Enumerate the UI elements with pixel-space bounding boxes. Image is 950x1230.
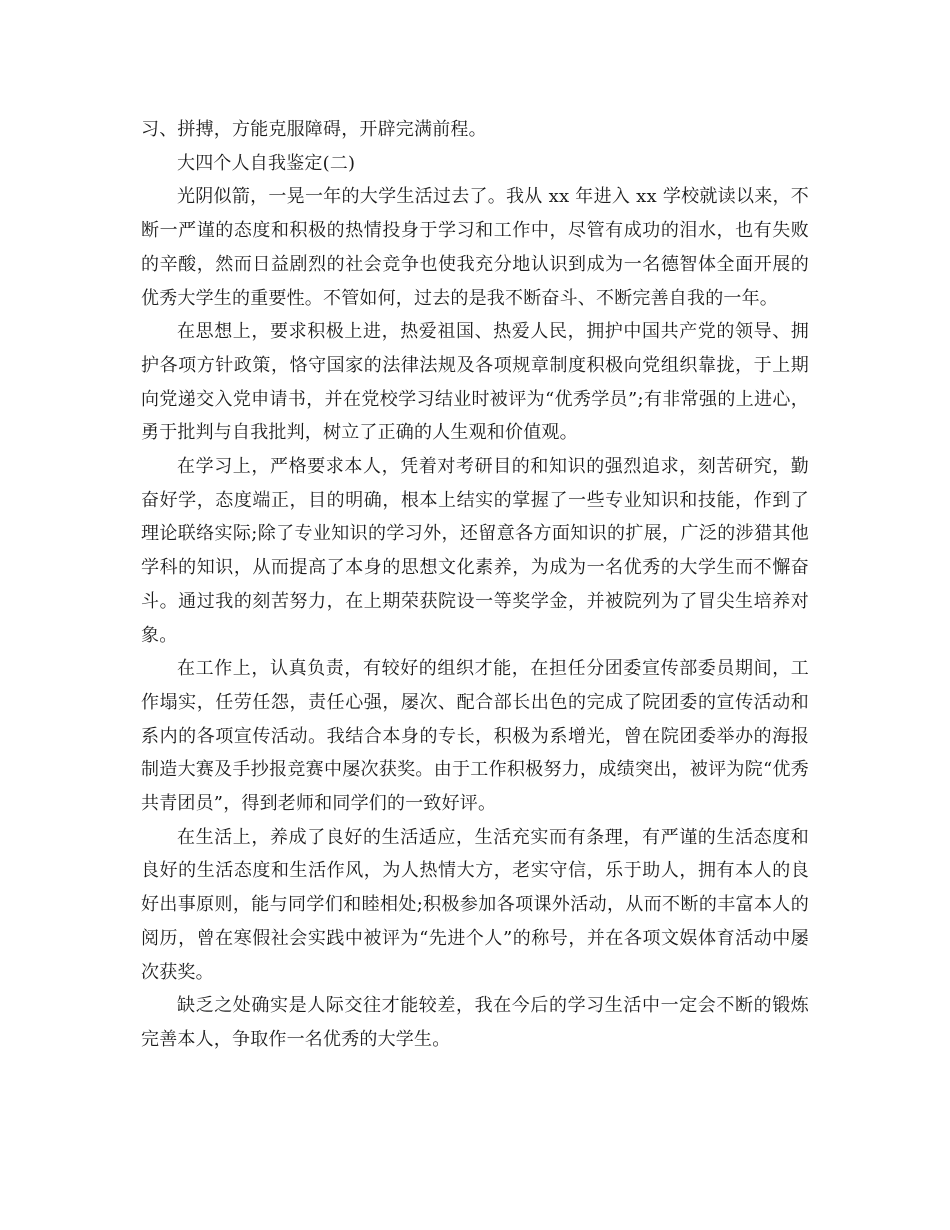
paragraph-ideology: 在思想上，要求积极上进，热爱祖国、热爱人民，拥护中国共产党的领导、拥护各项方针政策，恪守国家的法律法规及各项规章制度积极向党组织靠拢，于上期向党递交入党申请书，并在党校学习结业时被评为“优秀学员”;有非常强的上进心，勇于批判与自我批判，树立了正确的人生观和价值观。: [141, 321, 809, 444]
paragraph-intro: 光阴似箭，一晃一年的大学生活过去了。我从 xx 年进入 xx 学校就读以来，不断一严谨的态度和积极的热情投身于学习和工作中，尽管有成功的泪水，也有失败的辛酸，然而日益剧烈的社会竞争也使我充分地认识到成为一名德智体全面开展的优秀大学生的重要性。不管如何，过去的是我不断奋斗、不断完善自我的一年。: [141, 186, 809, 309]
paragraph-life: 在生活上，养成了良好的生活适应，生活充实而有条理，有严谨的生活态度和良好的生活态度和生活作风，为人热情大方，老实守信，乐于助人，拥有本人的良好出事原则，能与同学们和睦相处;积极参加各项课外活动，从而不断的丰富本人的阅历，曾在寒假社会实践中被评为“先进个人”的称号，并在各项文娱体育活动中屡次获奖。: [141, 826, 809, 983]
paragraph-shortcomings: 缺乏之处确实是人际交往才能较差，我在今后的学习生活中一定会不断的锻炼完善本人，争取作一名优秀的大学生。: [141, 995, 809, 1050]
paragraph-study: 在学习上，严格要求本人，凭着对考研目的和知识的强烈追求，刻苦研究，勤奋好学，态度端正，目的明确，根本上结实的掌握了一些专业知识和技能，作到了理论联络实际;除了专业知识的学习外，还留意各方面知识的扩展，广泛的涉猎其他学科的知识，从而提高了本身的思想文化素养，为成为一名优秀的大学生而不懈奋斗。通过我的刻苦努力，在上期荣获院设一等奖学金，并被院列为了冒尖生培养对象。: [141, 456, 809, 646]
document-body: [141, 113, 809, 1057]
paragraph-work: 在工作上，认真负责，有较好的组织才能，在担任分团委宣传部委员期间，工作塌实，任劳任怨，责任心强，屡次、配合部长出色的完成了院团委的宣传活动和系内的各项宣传活动。我结合本身的专长，积极为系增光，曾在院团委举办的海报制造大赛及手抄报竞赛中屡次获奖。由于工作积极努力，成绩突出，被评为院“优秀共青团员”，得到老师和同学们的一致好评。: [141, 658, 809, 815]
section-heading: 大四个人自我鉴定(二): [177, 152, 356, 174]
paragraph-continuation: 习、拼搏，方能克服障碍，开辟完满前程。: [141, 119, 487, 140]
